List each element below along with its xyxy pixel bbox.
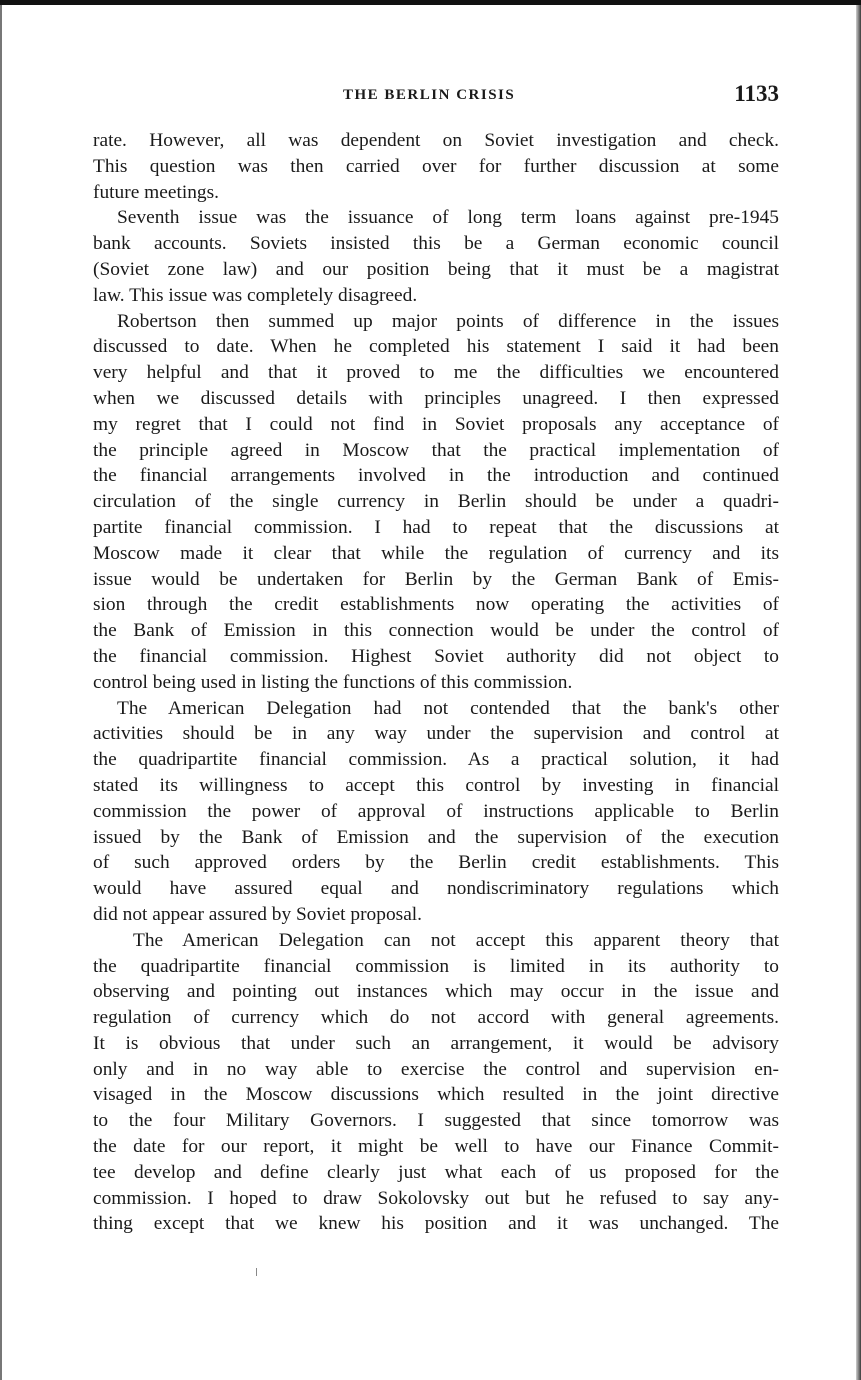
text-line: control being used in listing the functions of this commission.: [93, 671, 573, 693]
text-line: Seventh issue was the issuance of long term loans against pre-1945: [117, 207, 779, 229]
text-line: only and in no way able to exercise the control and supervision en-: [93, 1058, 779, 1080]
text-line: sion through the credit establishments now operating the activities of: [93, 594, 779, 616]
print-mark: [256, 1268, 257, 1276]
text-line: my regret that I could not find in Soviet proposals any acceptance of: [93, 413, 779, 435]
text-line: of such approved orders by the Berlin credit establishments. This: [93, 852, 779, 874]
text-line: It is obvious that under such an arrangement, it would be advisory: [93, 1032, 779, 1054]
text-line: observing and pointing out instances which may occur in the issue and: [93, 981, 779, 1003]
text-line: discussed to date. When he completed his statement I said it had been: [93, 336, 779, 358]
text-line: issue would be undertaken for Berlin by the German Bank of Emis-: [93, 568, 779, 590]
text-line: issued by the Bank of Emission and the supervision of the execution: [93, 826, 779, 848]
text-line: law. This issue was completely disagreed.: [93, 284, 418, 306]
page-number: 1133: [734, 81, 779, 106]
text-line: future meetings.: [93, 181, 220, 203]
text-line: would have assured equal and nondiscriminatory regulations which: [93, 878, 779, 900]
text-line: to the four Military Governors. I suggested that since tomorrow was: [93, 1110, 779, 1132]
paragraph: [93, 928, 779, 1238]
text-line: when we discussed details with principles unagreed. I then expressed: [93, 387, 779, 409]
text-line: the date for our report, it might be well to have our Finance Commit-: [93, 1136, 779, 1158]
page-header: [93, 81, 779, 114]
text-line: stated its willingness to accept this control by investing in financial: [93, 774, 779, 796]
page-body: [93, 128, 779, 1237]
text-line: partite financial commission. I had to repeat that the discussions at: [93, 516, 779, 538]
text-line: the financial arrangements involved in the introduction and continued: [93, 465, 779, 487]
paragraph: [93, 696, 779, 928]
text-line: The American Delegation can not accept this apparent theory that: [133, 929, 779, 951]
text-line: Robertson then summed up major points of difference in the issues: [117, 310, 779, 332]
text-line: the quadripartite financial commission. As a practical solution, it had: [93, 749, 779, 771]
paragraph: [93, 128, 779, 205]
text-line: commission the power of approval of instructions applicable to Berlin: [93, 800, 779, 822]
text-line: (Soviet zone law) and our position being that it must be a magistrat: [93, 258, 779, 280]
text-line: bank accounts. Soviets insisted this be a German economic council: [93, 233, 779, 255]
text-line: very helpful and that it proved to me the difficulties we encountered: [93, 362, 779, 384]
text-line: the principle agreed in Moscow that the practical implementation of: [93, 439, 779, 461]
text-line: The American Delegation had not contended that the bank's other: [117, 697, 779, 719]
paragraph: [93, 309, 779, 696]
text-line: the quadripartite financial commission is limited in its authority to: [93, 955, 779, 977]
text-line: rate. However, all was dependent on Soviet investigation and check.: [93, 130, 779, 151]
paragraph: [93, 205, 779, 308]
left-page-edge: [0, 5, 2, 1380]
text-line: the Bank of Emission in this connection would be under the control of: [93, 620, 779, 642]
text-line: the financial commission. Highest Soviet authority did not object to: [93, 645, 779, 667]
top-border: [0, 0, 861, 5]
running-title: THE BERLIN CRISIS: [343, 87, 516, 103]
text-line: tee develop and define clearly just what each of us proposed for the: [93, 1161, 779, 1183]
text-line: visaged in the Moscow discussions which resulted in the joint directive: [93, 1084, 779, 1106]
text-line: commission. I hoped to draw Sokolovsky out but he refused to say any-: [93, 1187, 779, 1209]
text-line: Moscow made it clear that while the regulation of currency and its: [93, 542, 779, 564]
text-line: regulation of currency which do not accord with general agreements.: [93, 1007, 779, 1029]
text-line: did not appear assured by Soviet proposal.: [93, 903, 423, 925]
text-line: activities should be in any way under the supervision and control at: [93, 723, 779, 745]
text-line: thing except that we knew his position and it was unchanged. The: [93, 1213, 779, 1235]
text-line: This question was then carried over for further discussion at some: [93, 155, 779, 177]
right-page-edge: [856, 5, 861, 1380]
text-line: circulation of the single currency in Berlin should be under a quadri-: [93, 491, 779, 513]
